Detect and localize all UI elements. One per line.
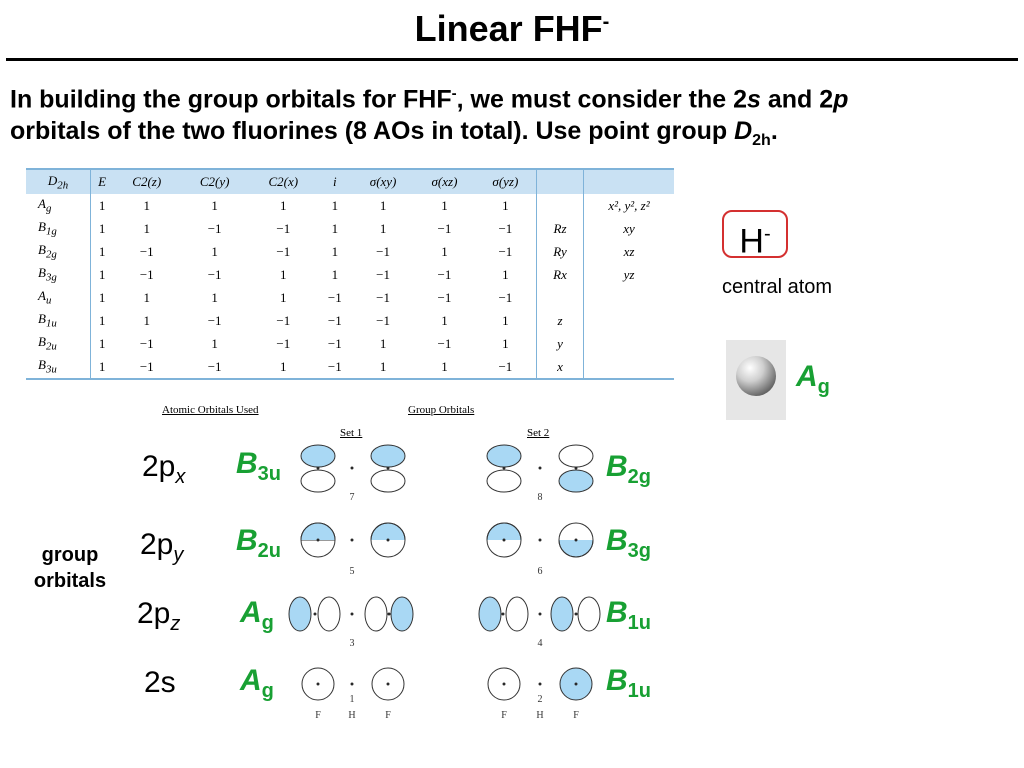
character-cell: −1 [376,312,390,328]
character-cell: −1 [207,312,222,328]
table-operation-header: C2(y) [180,169,249,194]
linear-function-cell: Ry [537,240,584,263]
orbital-number: 3 [349,638,355,649]
character-cell: −1 [437,335,452,351]
character-cell: −1 [139,243,154,259]
character-cell: 1 [441,197,448,213]
table-operation-header: σ(yz) [475,169,537,194]
linear-function-cell: Rx [537,263,584,286]
character-cell: −1 [327,335,342,351]
character-cell: 1 [441,312,448,328]
character-cell: 1 [143,312,150,328]
character-cell: 1 [331,266,339,282]
orbital-row2-set2 [487,523,593,557]
character-cell: −1 [327,289,342,305]
orbital-row3-set2 [479,597,600,631]
symmetry-label-row3-right: $B_{1u}$ [606,596,652,634]
character-cell: −1 [139,266,154,282]
orbital-number: 7 [349,492,355,503]
character-cell: −1 [498,220,513,236]
atom-label-f-right: F [573,710,579,721]
quadratic-function-cell: xy [584,217,675,240]
quadratic-function-cell: yz [584,263,675,286]
character-cell: −1 [437,289,452,305]
linear-function-cell: z [537,309,584,332]
header-atomic-orbitals: Atomic Orbitals Used [162,404,259,416]
character-cell: 1 [211,289,218,305]
character-cell: −1 [276,243,291,259]
group-orbitals-side-label: group orbitals [33,544,107,592]
character-cell: 1 [280,266,287,282]
table-operation-header: σ(xy) [352,169,414,194]
character-cell: 1 [143,289,150,305]
central-symmetry-label: $A_g$ [796,360,830,398]
central-atom-caption: central atom [722,276,833,298]
character-cell: 1 [91,240,114,263]
table-operation-header: E [91,169,114,194]
character-cell: 1 [414,355,475,379]
character-cell: −1 [498,289,513,305]
symmetry-label-row2-left: $B_{2u}$ [236,524,282,562]
character-cell: −1 [376,266,390,282]
character-cell: 1 [379,197,387,213]
character-cell: 1 [280,197,287,213]
character-cell: −1 [475,355,537,379]
symmetry-label-row1-right: $B_{2g}$ [606,450,652,488]
atom-label-f-left: F [315,710,321,721]
irrep-label: $A_u$ [38,288,52,307]
character-cell: 1 [211,243,218,259]
intro-text: In building the group orbitals for FHF-, we must consider the 2s and 2p orbitals of the two fluorines (8 AOs in total). Use point group $D_{2h}$. [10,85,849,150]
ao-label-2px: $2p_x$ [142,450,186,488]
slide-title: Linear FHF- [414,8,610,49]
character-cell: −1 [498,243,513,259]
character-cell: 1 [502,197,509,213]
orbital-row1-set1 [301,445,405,492]
character-cell: 1 [331,243,339,259]
irrep-label: $B_{1g}$ [38,219,57,238]
character-cell: −1 [139,335,154,351]
orbital-number: 4 [537,638,543,649]
atom-label-f-left: F [501,710,507,721]
character-cell: 1 [91,194,114,217]
ao-label-2py: $2p_y$ [140,528,184,566]
character-cell: 1 [331,197,339,213]
character-cell: −1 [376,243,390,259]
character-cell: 1 [91,355,114,379]
atom-label-h: H [536,710,544,721]
central-atom-box: H- [722,210,788,258]
character-cell: −1 [437,266,452,282]
symmetry-label-row1-left: $B_{3u}$ [236,447,282,485]
character-cell: 1 [91,263,114,286]
character-cell: 1 [379,335,387,351]
character-cell: 1 [379,220,387,236]
table-operation-header: σ(xz) [414,169,475,194]
orbital-number: 1 [349,694,355,705]
character-cell: 1 [91,332,114,355]
character-cell: 1 [502,266,509,282]
character-cell: −1 [437,220,452,236]
irrep-label: $B_{3u}$ [26,355,91,379]
symmetry-label-row3-left: $A_g$ [240,596,274,634]
character-cell: 1 [352,355,414,379]
orbital-row1-set2 [487,445,593,492]
linear-function-cell: y [537,332,584,355]
character-cell: 1 [91,217,114,240]
orbital-row2-set1 [301,523,405,557]
symmetry-label-row4-right: $B_{1u}$ [606,664,652,702]
symmetry-label-row4-left: $A_g$ [240,664,274,702]
table-operation-header: C2(x) [249,169,318,194]
character-cell: 1 [91,286,114,309]
character-cell: −1 [207,220,222,236]
irrep-label: $B_{1u}$ [38,311,57,330]
character-cell: −1 [276,220,291,236]
table-operation-header: i [318,169,352,194]
character-cell: 1 [211,197,218,213]
character-cell: 1 [91,309,114,332]
character-cell: −1 [276,335,291,351]
header-set-2: Set 2 [527,427,550,439]
character-cell: 1 [211,335,218,351]
character-cell: 1 [143,197,150,213]
ao-label-2s: 2s [144,666,176,699]
character-cell: 1 [502,312,509,328]
irrep-label: $B_{3g}$ [38,265,57,284]
irrep-label: $B_{2u}$ [38,334,57,353]
orbital-number: 2 [537,694,543,705]
character-cell: −1 [180,355,249,379]
character-cell: 1 [280,289,287,305]
irrep-label: $B_{2g}$ [38,242,57,261]
quadratic-function-cell: x², y², z² [584,194,675,217]
orbital-number: 8 [537,492,543,503]
character-cell: 1 [331,220,339,236]
table-group-header: $D_{2h}$ [26,169,91,194]
atom-label-f-right: F [385,710,391,721]
character-cell: −1 [113,355,180,379]
irrep-label: $A_g$ [38,196,52,215]
atom-label-h: H [348,710,356,721]
linear-function-cell: Rz [537,217,584,240]
linear-function-cell: x [537,355,584,379]
character-cell: −1 [276,312,291,328]
character-cell: −1 [207,266,222,282]
orbital-number: 6 [537,566,543,577]
character-cell: 1 [143,220,150,236]
header-set-1: Set 1 [340,427,363,439]
ao-label-2pz: $2p_z$ [137,597,181,635]
table-operation-header: C2(z) [113,169,180,194]
character-cell: −1 [318,355,352,379]
character-cell: −1 [376,289,390,305]
header-group-orbitals: Group Orbitals [408,404,475,416]
character-cell: −1 [327,312,342,328]
orbital-row3-set1 [289,597,413,631]
character-cell: 1 [441,243,448,259]
character-cell: 1 [502,335,509,351]
orbital-number: 5 [349,566,355,577]
symmetry-label-row2-right: $B_{3g}$ [606,524,652,562]
quadratic-function-cell: xz [584,240,675,263]
character-cell: 1 [249,355,318,379]
